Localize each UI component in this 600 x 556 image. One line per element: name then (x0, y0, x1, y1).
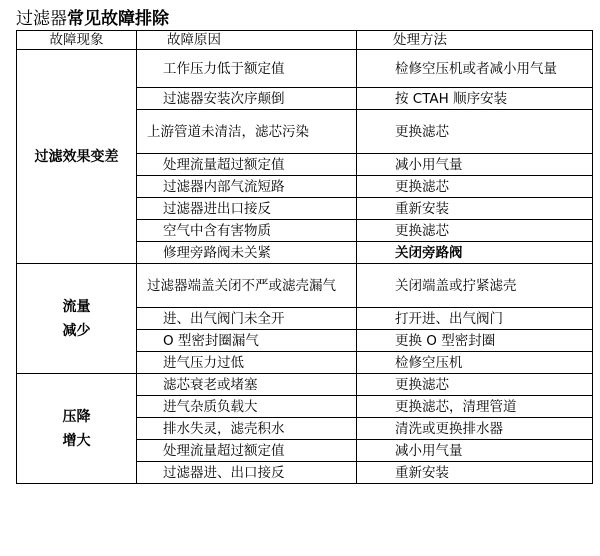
fix-cell: 减小用气量 (357, 440, 593, 462)
cause-cell: 进气杂质负载大 (137, 396, 357, 418)
title-prefix: 过滤器 (16, 9, 67, 29)
symptom-cell (17, 264, 137, 374)
cause-cell: 空气中含有害物质 (137, 220, 357, 242)
cause-cell: 处理流量超过额定值 (137, 440, 357, 462)
symptom-text: 压降 (62, 408, 91, 425)
symptom-text: 过滤效果变差 (34, 148, 119, 165)
symptom-cell (17, 50, 137, 264)
fix-cell: 检修空压机 (357, 352, 593, 374)
cause-cell: 处理流量超过额定值 (137, 154, 357, 176)
table-row (17, 374, 593, 396)
fix-cell: 更换滤芯 (357, 220, 593, 242)
troubleshooting-table (16, 30, 593, 484)
page-title (16, 6, 169, 32)
symptom-text: 减少 (62, 322, 91, 339)
cause-cell: 过滤器进、出口接反 (137, 462, 357, 484)
symptom-text: 增大 (62, 432, 91, 449)
cause-cell: 上游管道未清洁，滤芯污染 (137, 110, 357, 154)
fix-cell: 关闭端盖或拧紧滤壳 (357, 264, 593, 308)
cause-cell: 过滤器端盖关闭不严或滤壳漏气 (137, 264, 357, 308)
header-cause: 故障原因 (137, 31, 357, 50)
fix-cell: 按 CTAH 顺序安装 (357, 88, 593, 110)
cause-cell: 工作压力低于额定值 (137, 50, 357, 88)
table-row (17, 50, 593, 88)
header-row (17, 31, 593, 50)
symptom-text: 流量 (62, 298, 91, 315)
fix-cell: 更换滤芯 (357, 110, 593, 154)
header-symptom: 故障现象 (17, 31, 137, 50)
cause-cell: 排水失灵，滤壳积水 (137, 418, 357, 440)
fix-cell: 更换 O 型密封圈 (357, 330, 593, 352)
table-row (17, 264, 593, 308)
cause-cell: 进、出气阀门未全开 (137, 308, 357, 330)
fix-cell: 更换滤芯 (357, 176, 593, 198)
fix-cell: 更换滤芯 (357, 374, 593, 396)
title-main: 常见故障排除 (67, 9, 169, 29)
fix-cell: 减小用气量 (357, 154, 593, 176)
cause-cell: 滤芯衰老或堵塞 (137, 374, 357, 396)
fix-cell: 关闭旁路阀 (357, 242, 593, 264)
fix-cell: 清洗或更换排水器 (357, 418, 593, 440)
fix-cell: 重新安装 (357, 198, 593, 220)
cause-cell: 过滤器安装次序颠倒 (137, 88, 357, 110)
fix-cell: 重新安装 (357, 462, 593, 484)
fix-cell: 更换滤芯，清理管道 (357, 396, 593, 418)
cause-cell: 过滤器进出口接反 (137, 198, 357, 220)
cause-cell: O 型密封圈漏气 (137, 330, 357, 352)
fix-cell: 打开进、出气阀门 (357, 308, 593, 330)
cause-cell: 进气压力过低 (137, 352, 357, 374)
symptom-cell (17, 374, 137, 484)
cause-cell: 过滤器内部气流短路 (137, 176, 357, 198)
cause-cell: 修理旁路阀未关紧 (137, 242, 357, 264)
fix-cell: 检修空压机或者减小用气量 (357, 50, 593, 88)
header-fix: 处理方法 (357, 31, 593, 50)
